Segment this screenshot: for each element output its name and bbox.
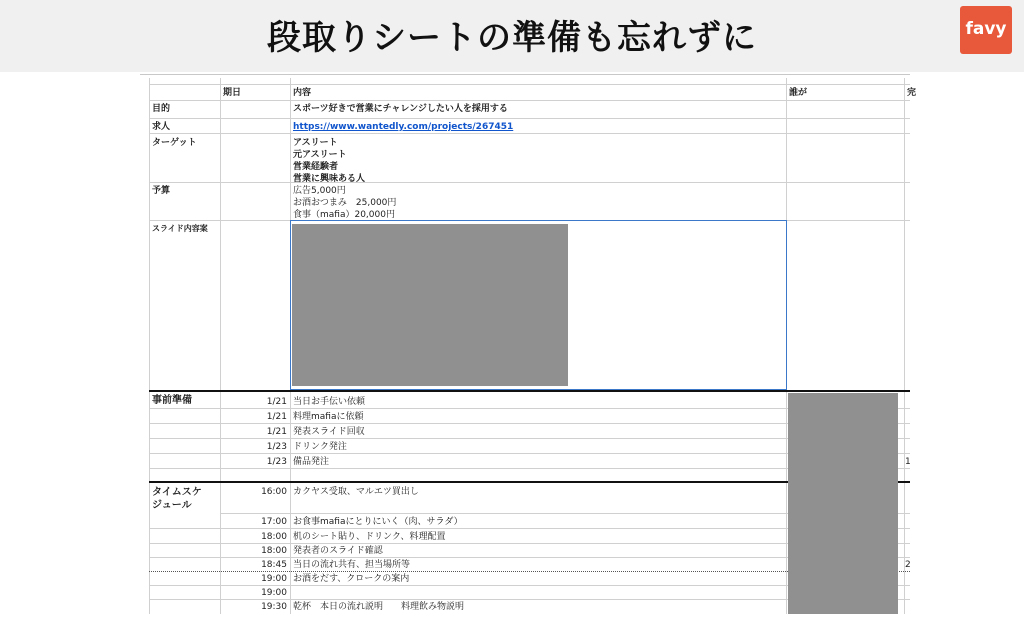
prep-task: 備品発注 — [293, 457, 330, 467]
section-label-schedule: タイムスケ ジュール — [152, 487, 202, 511]
prep-task: 当日お手伝い依頼 — [293, 397, 366, 407]
row-label-purpose: 目的 — [152, 104, 171, 114]
row-label-job: 求人 — [152, 122, 171, 132]
section-label-prep: 事前準備 — [152, 395, 192, 406]
prep-date: 1/23 — [266, 442, 287, 452]
schedule-time: 18:45 — [261, 560, 287, 570]
row-label-target: ターゲット — [152, 138, 197, 148]
section-divider — [149, 390, 910, 392]
title-bar — [0, 0, 1024, 72]
schedule-task: 机のシート貼り、ドリンク、料理配置 — [293, 532, 446, 542]
header-extra: 完 — [907, 88, 917, 98]
prep-date: 1/21 — [266, 397, 287, 407]
job-link[interactable]: https://www.wantedly.com/projects/267451 — [293, 122, 514, 132]
target-content: アスリート 元アスリート 営業経験者 営業に興味ある人 — [293, 138, 366, 184]
grid-line — [149, 78, 150, 614]
schedule-time: 18:00 — [261, 532, 287, 542]
favy-logo: favy — [960, 6, 1012, 54]
header-date: 期日 — [223, 88, 242, 98]
grid-line — [149, 100, 910, 101]
schedule-time: 17:00 — [261, 517, 287, 527]
row-label-budget: 予算 — [152, 186, 171, 196]
schedule-task: 発表者のスライド確認 — [293, 546, 383, 556]
schedule-task: お食事mafiaにとりにいく（肉、サラダ） — [293, 517, 463, 527]
selected-cell[interactable] — [290, 220, 787, 390]
grid-line — [149, 133, 910, 134]
schedule-time: 18:00 — [261, 546, 287, 556]
grid-line — [149, 84, 910, 85]
budget-content: 広告5,000円 お酒おつまみ 25,000円 食事（mafia）20,000円 — [293, 186, 397, 220]
spreadsheet — [140, 74, 917, 614]
schedule-time: 19:00 — [261, 574, 287, 584]
schedule-task: 乾杯 本日の流れ説明 料理飲み物説明 — [293, 602, 465, 612]
schedule-task — [290, 586, 296, 588]
schedule-task: 当日の流れ共有、担当場所等 — [293, 560, 411, 570]
header-who: 誰が — [789, 88, 808, 98]
extra-mark: 1 — [905, 457, 911, 467]
prep-date: 1/21 — [266, 427, 287, 437]
schedule-time: 16:00 — [261, 487, 287, 497]
slide-title: 段取りシートの準備も忘れずに — [267, 18, 757, 58]
column-header-strip — [140, 74, 910, 75]
prep-task: 発表スライド回収 — [293, 427, 365, 437]
prep-date: 1/23 — [266, 457, 287, 467]
grid-line — [149, 182, 910, 183]
purpose-content: スポーツ好きで営業にチャレンジしたい人を採用する — [293, 104, 508, 114]
schedule-task: カクヤス受取、マルエツ買出し — [293, 487, 419, 497]
prep-task: ドリンク発注 — [293, 442, 347, 452]
redacted-assignees — [788, 393, 898, 614]
schedule-task: お酒をだす、クロークの案内 — [293, 574, 410, 584]
schedule-time: 19:00 — [261, 588, 287, 598]
prep-date: 1/21 — [266, 412, 287, 422]
prep-task: 料理mafiaに依頼 — [293, 412, 364, 422]
grid-line — [904, 78, 905, 614]
extra-mark: 2 — [905, 560, 911, 570]
row-label-slides: スライド内容案 — [152, 224, 208, 233]
schedule-time: 19:30 — [261, 602, 287, 612]
grid-line — [149, 118, 910, 119]
header-content: 内容 — [293, 88, 312, 98]
